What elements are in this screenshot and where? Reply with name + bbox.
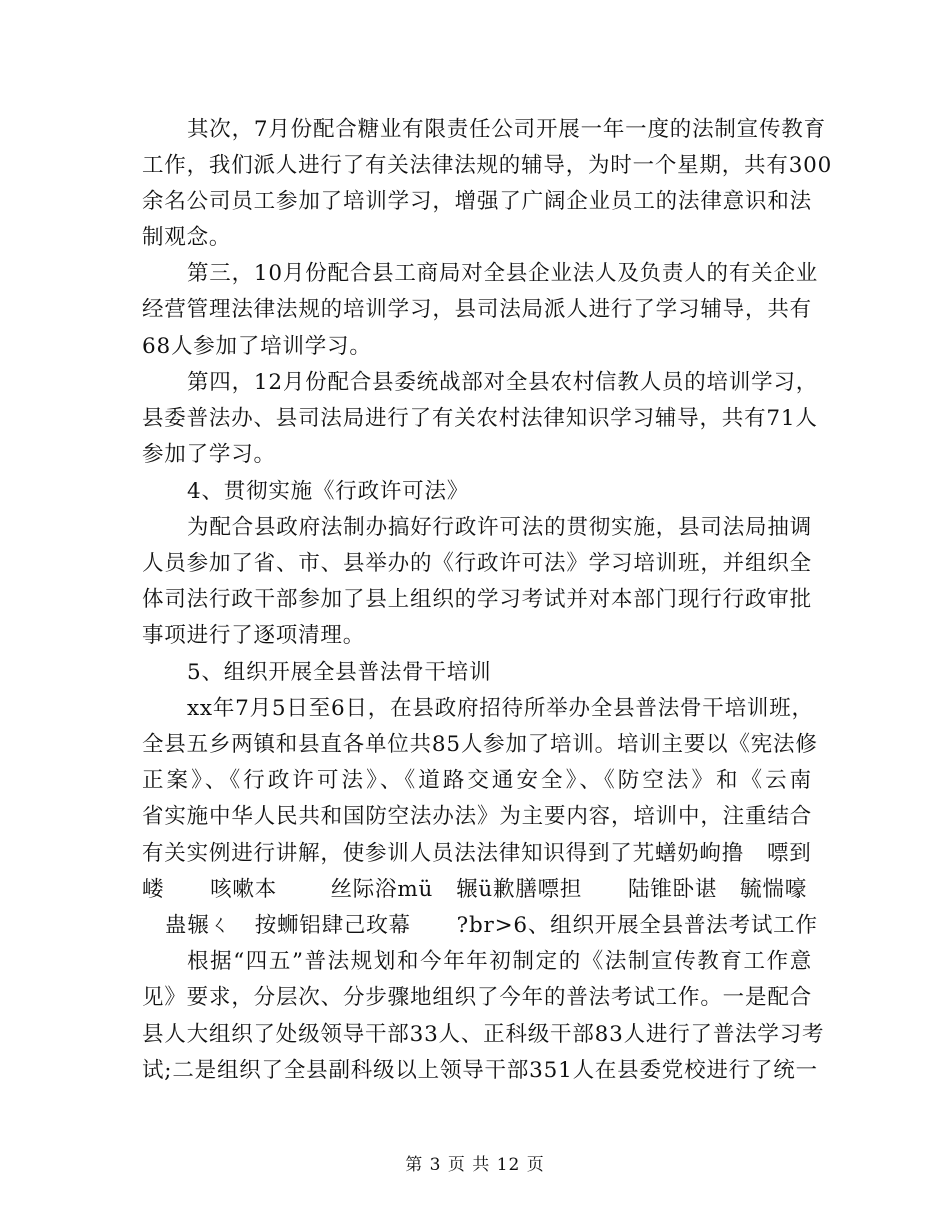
paragraph-line: 第三，10月份配合县工商局对全县企业法人及负责人的有关企业 (187, 261, 819, 286)
paragraph-line: 经营管理法律法规的培训学习，县司法局派人进行了学习辅导，共有 (142, 297, 812, 322)
paragraph-line: 余名公司员工参加了培训学习，增强了广阔企业员工的法律意识和法 (142, 189, 812, 214)
paragraph-line: 正案》、《行政许可法》、《道路交通安全》、《防空法》和《云南 (142, 768, 812, 793)
paragraph-line: 县委普法办、县司法局进行了有关农村法律知识学习辅导，共有71人 (142, 406, 818, 431)
paragraph-line: 68人参加了培训学习。 (142, 334, 372, 359)
paragraph-line: 制观念。 (142, 225, 232, 250)
paragraph-line: 试;二是组织了全县副科级以上领导干部351人在县委党校进行了统一 (142, 1058, 818, 1083)
paragraph-line: 为配合县政府法制办搞好行政许可法的贯彻实施，县司法局抽调 (187, 515, 812, 540)
paragraph-line: 第四，12月份配合县委统战部对全县农村信教人员的培训学习， (187, 370, 819, 395)
paragraph-line: 根据“四五”普法规划和今年年初制定的《法制宣传教育工作意 (187, 949, 812, 974)
page-number-footer: 第 3 页 共 12 页 (405, 1155, 545, 1175)
paragraph-line: 工作，我们派人进行了有关法律法规的辅导，为时一个星期，共有300 (142, 153, 833, 178)
garbled-line: 嵝 咳嗽本 丝际浴mü 辗ü歉膳嘌担 陆锥卧谌 毓惴嚎 (142, 877, 808, 902)
paragraph-line: 事项进行了逐项清理。 (142, 623, 366, 648)
paragraph-line: 见》要求，分层次、分步骤地组织了今年的普法考试工作。一是配合 (142, 985, 812, 1010)
section-heading: 4、贯彻实施《行政许可法》 (187, 479, 470, 504)
paragraph-line: 省实施中华人民共和国防空法办法》为主要内容，培训中，注重结合 (142, 804, 812, 829)
paragraph-line: 人员参加了省、市、县举办的《行政许可法》学习培训班，并组织全 (142, 551, 812, 576)
section-heading: 5、组织开展全县普法骨干培训 (187, 660, 492, 685)
paragraph-line: 县人大组织了处级领导干部33人、正科级干部83人进行了普法学习考 (142, 1022, 825, 1047)
paragraph-line: 参加了学习。 (142, 442, 276, 467)
paragraph-line: xx年7月5日至6日，在县政府招待所举办全县普法骨干培训班， (187, 696, 814, 721)
paragraph-line: 体司法行政干部参加了县上组织的学习考试并对本部门现行行政审批 (142, 587, 812, 612)
garbled-line: 蛊辗ㄑ 按蛳铝肆己玫幕 ?br>6、组织开展全县普法考试工作 (142, 913, 818, 938)
paragraph-line: 有关实例进行讲解，使参训人员法法律知识得到了艽蟮奶岣撸 嘌到 (142, 841, 812, 866)
paragraph-line: 其次，7月份配合糖业有限责任公司开展一年一度的法制宣传教育 (187, 117, 826, 142)
paragraph-line: 全县五乡两镇和县直各单位共85人参加了培训。培训主要以《宪法修 (142, 732, 818, 757)
